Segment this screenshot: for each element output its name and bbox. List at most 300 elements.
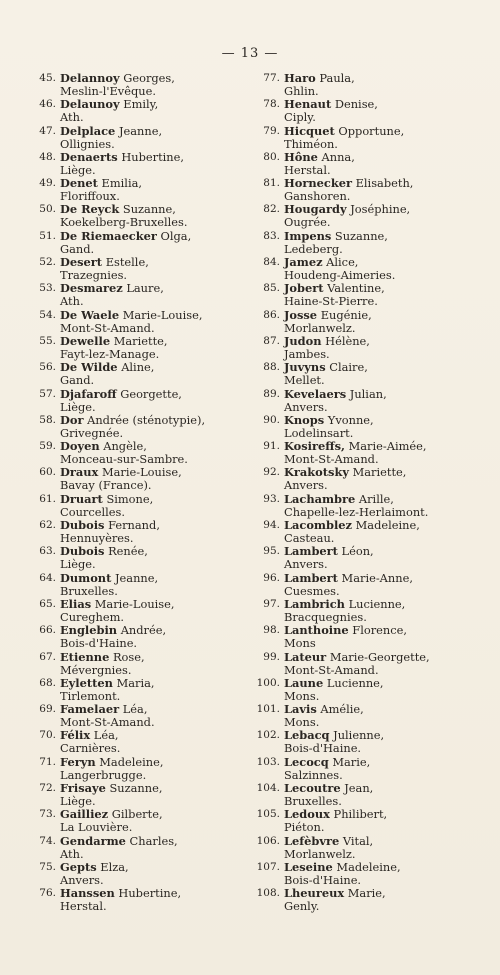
entry-given-name: Marie-Louise, [122, 307, 203, 322]
entry-number: 57. [39, 387, 56, 400]
entry-text [284, 677, 479, 703]
entry-town: Tirlemont. [60, 688, 121, 703]
list-item [254, 729, 479, 755]
entry-surname: Judon [284, 333, 322, 348]
entry-text [284, 782, 479, 808]
entry-text [284, 361, 479, 387]
entry-given-name: Anna, [321, 149, 355, 164]
list-item [254, 651, 479, 677]
list-item [30, 230, 230, 256]
entry-number: 48. [39, 150, 56, 163]
entry-number: 78. [263, 98, 280, 111]
entry-text [60, 651, 230, 677]
entry-surname: Draux [60, 465, 99, 480]
entry-given-name: Laure, [126, 281, 164, 296]
entry-number: 68. [39, 676, 56, 689]
entry-town: Carnières. [60, 741, 121, 756]
entry-number: 45. [39, 72, 56, 84]
entry-surname: Josse [284, 307, 318, 322]
entry-number: 64. [39, 571, 56, 584]
list-item [30, 388, 230, 414]
entry-surname: Feryn [60, 754, 96, 769]
entry-town: Genly. [284, 899, 320, 914]
entry-text [284, 651, 479, 677]
entry-number: 61. [39, 492, 56, 505]
list-item [30, 861, 230, 887]
entry-given-name: Philibert, [333, 807, 388, 822]
entry-given-name: Angèle, [103, 439, 147, 454]
entry-given-name: Denise, [334, 97, 378, 112]
entry-given-name: Hubertine, [118, 886, 182, 901]
entry-text [284, 440, 479, 466]
entry-given-name: Andrée (sténotypie), [87, 412, 206, 427]
entry-number: 71. [39, 755, 56, 768]
entry-surname: Djafaroff [60, 386, 117, 401]
entry-surname: Ledoux [284, 807, 330, 822]
entry-text [284, 756, 479, 782]
list-item [30, 309, 230, 335]
list-item [30, 651, 230, 677]
left-column [30, 72, 230, 914]
entry-number: 69. [39, 703, 56, 716]
list-item [254, 835, 479, 861]
entry-text [60, 808, 230, 834]
entry-surname: Gailliez [60, 807, 109, 822]
entry-surname: Elias [60, 596, 92, 611]
entry-surname: De Wilde [60, 360, 118, 375]
entry-given-name: Alice, [326, 255, 359, 270]
entry-number: 58. [39, 413, 56, 426]
entry-surname: Delannoy [60, 71, 120, 85]
entry-number: 97. [263, 597, 280, 610]
entry-town: Monceau-sur-Sambre. [60, 452, 188, 467]
list-item [30, 729, 230, 755]
entry-town: Grivegnée. [60, 425, 124, 440]
entry-surname: Hicquet [284, 123, 335, 138]
entry-given-name: Andrée, [120, 623, 167, 638]
list-item [30, 203, 230, 229]
entry-given-name: Arille, [358, 491, 394, 506]
entry-text [60, 835, 230, 861]
entry-town: Mévergnies. [60, 662, 132, 677]
list-item [30, 125, 230, 151]
entry-town: Floriffoux. [60, 189, 120, 204]
list-item [30, 808, 230, 834]
list-item [254, 388, 479, 414]
entry-text [60, 703, 230, 729]
entry-town: Thiméon. [284, 136, 338, 151]
entry-surname: Henaut [284, 97, 332, 112]
entry-surname: Lambert [284, 544, 338, 559]
entry-text [284, 598, 479, 624]
entry-given-name: Charles, [129, 833, 178, 848]
entry-surname: Haro [284, 71, 316, 85]
list-item [254, 414, 479, 440]
entry-town: Liège. [60, 794, 96, 809]
entry-text [60, 388, 230, 414]
entry-town: Ath. [60, 846, 84, 861]
entry-given-name: Mariette, [352, 465, 407, 480]
entry-town: Herstal. [60, 899, 107, 914]
list-item [254, 335, 479, 361]
entry-text [60, 309, 230, 335]
entry-given-name: Marie, [347, 886, 386, 901]
entry-town: Fayt-lez-Manage. [60, 346, 160, 361]
list-item [254, 151, 479, 177]
entry-given-name: Valentine, [327, 281, 385, 296]
entry-given-name: Simone, [106, 491, 154, 506]
entry-text [60, 493, 230, 519]
entry-text [284, 572, 479, 598]
list-item [30, 177, 230, 203]
entry-town: Ougrée. [284, 215, 331, 230]
entry-surname: Denaerts [60, 149, 118, 164]
entry-number: 106. [256, 834, 280, 847]
entry-text [284, 624, 479, 650]
entry-number: 100. [256, 676, 280, 689]
entry-number: 76. [39, 887, 56, 900]
entry-number: 83. [263, 229, 280, 242]
entry-town: Casteau. [284, 531, 335, 546]
entry-number: 80. [263, 150, 280, 163]
entry-text [284, 72, 479, 98]
entry-number: 107. [256, 860, 280, 873]
entry-town: Ath. [60, 294, 84, 309]
entry-surname: Jamez [284, 255, 323, 270]
entry-surname: Dumont [60, 570, 112, 585]
entry-given-name: Renée, [108, 544, 148, 559]
entry-surname: Frisaye [60, 781, 106, 796]
entry-given-name: Paula, [319, 71, 355, 85]
list-item [254, 519, 479, 545]
entry-text [60, 887, 230, 913]
entry-number: 101. [256, 703, 280, 716]
entry-text [60, 335, 230, 361]
entry-number: 91. [263, 440, 280, 453]
entry-given-name: Georges, [123, 71, 175, 85]
entry-text [60, 545, 230, 571]
entry-surname: Lheureux [284, 886, 345, 901]
entry-surname: Desert [60, 255, 103, 270]
entry-text [284, 545, 479, 571]
entry-given-name: Marie, [332, 754, 371, 769]
entry-given-name: Madeleine, [99, 754, 164, 769]
entry-surname: Félix [60, 728, 91, 743]
entry-town: Courcelles. [60, 504, 125, 519]
entry-town: Meslin-l'Evêque. [60, 84, 156, 98]
entry-surname: Eyletten [60, 675, 113, 690]
entry-town: Mont-St-Amand. [60, 715, 155, 730]
entry-text [284, 887, 479, 913]
entry-number: 74. [39, 834, 56, 847]
entry-text [60, 519, 230, 545]
entry-town: Herstal. [284, 162, 331, 177]
entry-town: Bracquegnies. [284, 609, 367, 624]
entry-text [284, 519, 479, 545]
entry-number: 75. [39, 860, 56, 873]
list-item [254, 361, 479, 387]
list-item [30, 72, 230, 98]
list-item [30, 493, 230, 519]
list-item [30, 414, 230, 440]
entry-number: 88. [263, 361, 280, 374]
list-item [30, 703, 230, 729]
entry-town: Cureghem. [60, 609, 125, 624]
entry-text [284, 703, 479, 729]
entry-text [60, 440, 230, 466]
entry-given-name: Georgette, [120, 386, 182, 401]
entry-number: 50. [39, 203, 56, 216]
entry-text [284, 493, 479, 519]
entry-text [60, 72, 230, 98]
entry-town: Bois-d'Haine. [60, 636, 138, 651]
entry-surname: Dubois [60, 518, 105, 533]
entry-town: Jambes. [284, 346, 330, 361]
entry-surname: Dewelle [60, 333, 111, 348]
entry-surname: Hône [284, 149, 318, 164]
entry-text [284, 335, 479, 361]
entry-text [284, 177, 479, 203]
entry-number: 56. [39, 361, 56, 374]
entry-given-name: Jean, [344, 781, 374, 796]
entry-town: Liège. [60, 557, 96, 572]
entry-town: Langerbrugge. [60, 767, 147, 782]
entry-given-name: Elisabeth, [355, 176, 414, 191]
entry-given-name: Madeleine, [355, 518, 420, 533]
entry-text [60, 256, 230, 282]
entry-number: 47. [39, 124, 56, 137]
list-item [254, 572, 479, 598]
entry-surname: Juvyns [284, 360, 326, 375]
entry-town: Mellet. [284, 373, 325, 388]
entry-given-name: Estelle, [105, 255, 149, 270]
entry-number: 85. [263, 282, 280, 295]
entry-number: 104. [256, 782, 280, 795]
entry-surname: Leseine [284, 859, 333, 874]
entry-surname: Krakotsky [284, 465, 349, 480]
entry-surname: Dubois [60, 544, 105, 559]
entry-town: Mont-St-Amand. [284, 452, 379, 467]
entry-surname: Lateur [284, 649, 327, 664]
entry-number: 99. [263, 650, 280, 663]
entry-number: 96. [263, 571, 280, 584]
entry-given-name: Léon, [341, 544, 374, 559]
list-item [254, 466, 479, 492]
entry-town: Ciply. [284, 110, 316, 125]
list-item [254, 125, 479, 151]
entry-surname: Knops [284, 412, 325, 427]
entry-town: Bavay (France). [60, 478, 152, 493]
list-item [254, 72, 479, 98]
entry-number: 49. [39, 177, 56, 190]
list-item [30, 887, 230, 913]
entry-text [60, 203, 230, 229]
entry-surname: Hanssen [60, 886, 115, 901]
list-item [254, 177, 479, 203]
entry-given-name: Emily, [123, 97, 159, 112]
entry-town: Bruxelles. [284, 794, 342, 809]
entry-town: Koekelberg-Bruxelles. [60, 215, 188, 230]
entry-given-name: Hélène, [325, 333, 370, 348]
entry-number: 95. [263, 545, 280, 558]
entry-given-name: Suzanne, [109, 781, 163, 796]
list-item [254, 440, 479, 466]
entry-text [60, 414, 230, 440]
list-item [30, 466, 230, 492]
entry-given-name: Madeleine, [336, 859, 401, 874]
list-item [254, 309, 479, 335]
entry-surname: Lavis [284, 702, 317, 717]
entry-text [284, 256, 479, 282]
entry-given-name: Vital, [342, 833, 374, 848]
entry-given-name: Suzanne, [122, 202, 176, 217]
list-item [30, 782, 230, 808]
list-item [30, 335, 230, 361]
entry-text [284, 388, 479, 414]
list-item [254, 493, 479, 519]
entry-given-name: Léa, [93, 728, 119, 743]
entry-number: 66. [39, 624, 56, 637]
entry-number: 102. [256, 729, 280, 742]
entry-surname: Dor [60, 412, 84, 427]
list-item [30, 440, 230, 466]
entry-number: 98. [263, 624, 280, 637]
entry-given-name: Aline, [121, 360, 155, 375]
entry-number: 72. [39, 782, 56, 795]
entry-surname: Druart [60, 491, 103, 506]
entry-given-name: Elza, [100, 859, 129, 874]
entry-number: 87. [263, 334, 280, 347]
entry-number: 77. [263, 72, 280, 84]
entry-surname: Lebacq [284, 728, 330, 743]
entry-text [284, 414, 479, 440]
list-item [30, 677, 230, 703]
entry-text [60, 598, 230, 624]
list-item [254, 98, 479, 124]
entry-surname: Desmarez [60, 281, 123, 296]
list-item [254, 887, 479, 913]
entry-town: Ghlin. [284, 84, 319, 98]
entry-surname: De Waele [60, 307, 120, 322]
entry-given-name: Gilberte, [111, 807, 163, 822]
right-column [254, 72, 479, 914]
entry-text [284, 861, 479, 887]
entry-number: 65. [39, 597, 56, 610]
entry-text [60, 230, 230, 256]
entry-surname: Lanthoine [284, 623, 349, 638]
list-item [30, 756, 230, 782]
list-item [30, 282, 230, 308]
entry-surname: Hornecker [284, 176, 352, 191]
entry-town: Mont-St-Amand. [60, 320, 155, 335]
entry-number: 103. [256, 755, 280, 768]
entry-text [284, 230, 479, 256]
entry-number: 73. [39, 808, 56, 821]
entry-number: 82. [263, 203, 280, 216]
entry-town: Mons. [284, 715, 320, 730]
entry-number: 81. [263, 177, 280, 190]
entry-town: Cuesmes. [284, 583, 340, 598]
entry-given-name: Amélie, [320, 702, 364, 717]
entry-surname: Hougardy [284, 202, 347, 217]
entry-given-name: Lucienne, [326, 675, 384, 690]
entry-given-name: Olga, [160, 228, 192, 243]
entry-given-name: Julian, [349, 386, 387, 401]
entry-given-name: Jeanne, [118, 123, 163, 138]
entry-text [284, 466, 479, 492]
entry-given-name: Claire, [329, 360, 368, 375]
entry-number: 46. [39, 98, 56, 111]
entry-number: 60. [39, 466, 56, 479]
entry-number: 63. [39, 545, 56, 558]
entry-number: 108. [256, 887, 280, 900]
entry-text [60, 572, 230, 598]
list-item [254, 624, 479, 650]
entry-town: Liège. [60, 162, 96, 177]
entry-surname: Lambert [284, 570, 338, 585]
list-item [30, 835, 230, 861]
list-item [30, 256, 230, 282]
list-item [30, 545, 230, 571]
entry-surname: Delaunoy [60, 97, 120, 112]
entry-given-name: Jeanne, [114, 570, 159, 585]
list-item [254, 782, 479, 808]
entry-given-name: Eugénie, [320, 307, 372, 322]
entry-surname: Doyen [60, 439, 100, 454]
entry-town: Chapelle-lez-Herlaimont. [284, 504, 429, 519]
entry-text [284, 151, 479, 177]
entry-given-name: Léa, [122, 702, 148, 717]
entry-town: Mons. [284, 688, 320, 703]
entry-text [284, 835, 479, 861]
list-item [30, 624, 230, 650]
entry-given-name: Hubertine, [121, 149, 185, 164]
entry-text [284, 98, 479, 124]
entry-text [60, 125, 230, 151]
entry-town: Anvers. [284, 399, 328, 414]
list-item [30, 151, 230, 177]
entry-surname: Delplace [60, 123, 116, 138]
entry-town: Bruxelles. [60, 583, 118, 598]
entry-surname: Lambrich [284, 596, 345, 611]
entry-given-name: Maria, [116, 675, 155, 690]
entry-given-name: Fernand, [108, 518, 160, 533]
list-item [254, 256, 479, 282]
page-number: — 13 — [221, 46, 279, 61]
entry-text [284, 309, 479, 335]
entry-town: Hennuyères. [60, 531, 134, 546]
entry-surname: De Reyck [60, 202, 120, 217]
list-item [30, 519, 230, 545]
list-item [254, 282, 479, 308]
entry-given-name: Mariette, [113, 333, 168, 348]
entry-town: Houdeng-Aimeries. [284, 268, 396, 283]
entry-text [60, 624, 230, 650]
entry-surname: Gendarme [60, 833, 126, 848]
entry-given-name: Suzanne, [334, 228, 388, 243]
entry-number: 92. [263, 466, 280, 479]
entry-surname: Jobert [284, 281, 324, 296]
entry-number: 55. [39, 334, 56, 347]
entry-surname: Etienne [60, 649, 110, 664]
entry-surname: Laune [284, 675, 324, 690]
list-item [30, 572, 230, 598]
entry-surname: Lacomblez [284, 518, 352, 533]
list-item [254, 545, 479, 571]
entry-given-name: Marie-Georgette, [329, 649, 430, 664]
list-item [254, 703, 479, 729]
entry-text [60, 729, 230, 755]
